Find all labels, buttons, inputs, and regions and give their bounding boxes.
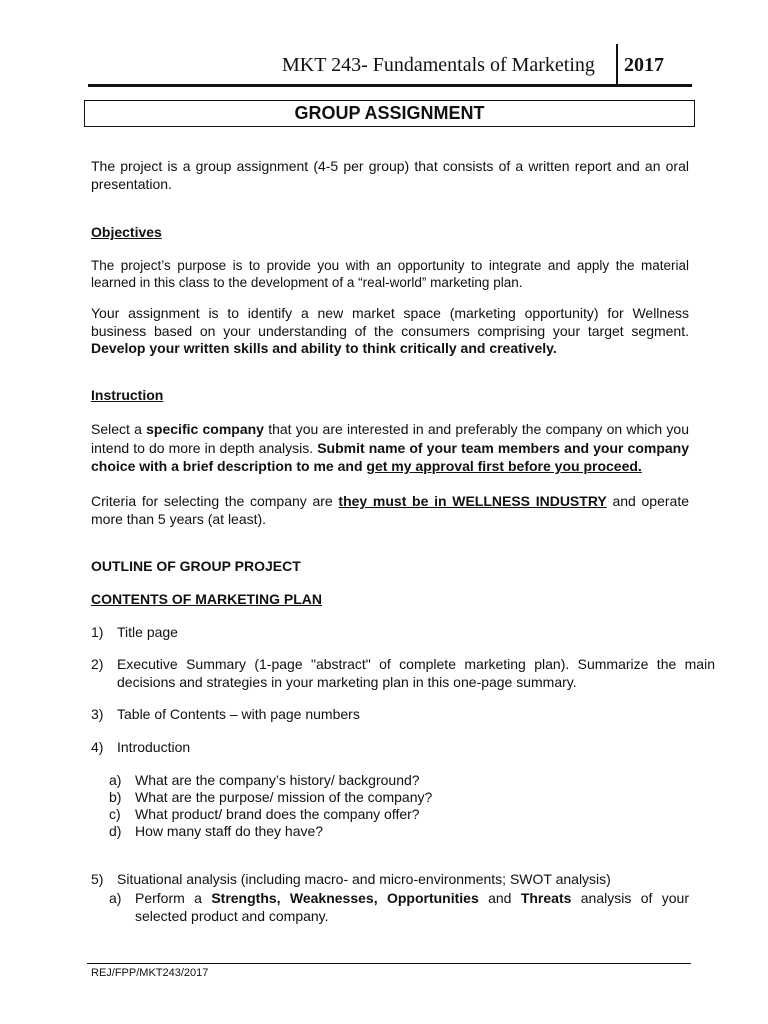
intro-paragraph: The project is a group assignment (4-5 per group) that consists of a written report and an oral presentation. [91,158,689,192]
page-title: GROUP ASSIGNMENT [84,100,695,127]
sub-item-5a-t4: Threats [520,890,572,906]
outline-heading: OUTLINE OF GROUP PROJECT [91,558,301,574]
objectives-heading: Objectives [91,224,162,240]
list-item-4-number: 4) [91,739,104,755]
sub-item-4a-label: a) [109,772,122,788]
instruction-p2-a: Criteria for selecting the company are [91,493,339,509]
sub-item-4b-text: What are the purpose/ mission of the company? [135,789,433,805]
list-item-3 [91,706,715,724]
contents-heading: CONTENTS OF MARKETING PLAN [91,591,322,607]
instruction-p2-b: they must be in WELLNESS INDUSTRY [338,493,607,509]
list-item-4 [91,739,715,757]
sub-item-5a-label: a) [109,890,122,906]
objectives-paragraph-2-text: Your assignment is to identify a new market space (marketing opportunity) for Wellness business based on your understanding of the consumers comprising your target segment. [91,305,689,339]
instruction-p1-e: get my approval first before you proceed. [366,458,642,474]
list-item-2 [91,656,715,691]
sub-item-5a-t2: Strengths, Weaknesses, Opportunities [211,890,479,906]
footer-code: REJ/FPP/MKT243/2017 [91,967,209,979]
sub-item-4c [109,806,689,822]
list-item-4-text: Introduction [117,739,191,755]
list-item-1 [91,624,715,642]
course-header: MKT 243- Fundamentals of Marketing [282,54,595,76]
footer-rule [87,963,691,964]
objectives-paragraph-2-bold: Develop your written skills and ability to think critically and creatively. [91,340,557,356]
objectives-paragraph-1: The project’s purpose is to provide you with an opportunity to integrate and apply the material learned in this class to the development of a “real-world” marketing plan. [91,258,689,290]
sub-item-5a-t5: analysis of your selected product and company. [135,890,689,924]
sub-item-4d [109,823,689,839]
list-item-3-number: 3) [91,706,104,722]
instruction-heading: Instruction [91,387,164,403]
list-item-2-text: Executive Summary (1-page "abstract" of complete marketing plan). Summarize the main decisions and strategies in your marketing plan in this one-page summary. [117,656,715,690]
sub-item-5a [109,889,689,925]
instruction-p1-b: specific company [146,421,264,437]
sub-item-4a [109,772,689,788]
instruction-paragraph-2 [91,493,689,528]
instruction-p2-c: and operate more than 5 years (at least). [91,493,690,527]
list-item-5 [91,871,715,889]
sub-item-4d-text: How many staff do they have? [135,823,324,839]
sub-item-4a-text: What are the company’s history/ background? [135,772,420,788]
course-year: 2017 [624,54,664,76]
list-item-3-text: Table of Contents – with page numbers [117,706,360,722]
list-item-1-number: 1) [91,624,104,640]
list-item-5-number: 5) [91,871,104,887]
sub-item-4c-label: c) [109,806,121,822]
sub-item-4d-label: d) [109,823,122,839]
instruction-paragraph-1 [91,420,689,476]
sub-item-4b-label: b) [109,789,122,805]
instruction-p1-c: that you are interested in and preferably the company on which you intend to do more in depth analysis. [91,421,689,456]
instruction-p1-d: Submit name of your team members and your company choice with a brief description to me and [91,439,690,474]
list-item-5-text: Situational analysis (including macro- and micro-environments; SWOT analysis) [117,871,611,887]
list-item-1-text: Title page [117,624,178,640]
header-rule [88,84,692,87]
sub-item-5a-t3: and [478,890,521,906]
objectives-paragraph-2 [91,305,689,358]
sub-item-4b [109,789,689,805]
header-divider [616,44,618,86]
sub-item-5a-t1: Perform a [135,890,212,906]
instruction-p1-a: Select a [91,421,147,437]
list-item-2-number: 2) [91,656,104,672]
sub-item-4c-text: What product/ brand does the company offer? [135,806,420,822]
